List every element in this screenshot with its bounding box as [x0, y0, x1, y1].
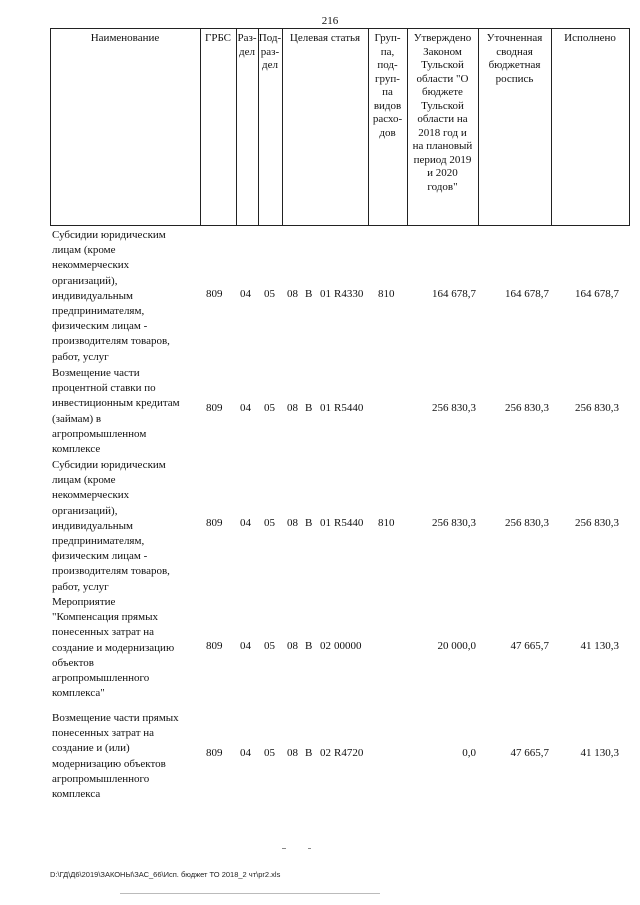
target-part-2: В [305, 640, 313, 652]
refined-cell: 47 665,7 [510, 640, 549, 652]
target-part-3: 02 [320, 747, 331, 759]
approved-cell: 164 678,7 [432, 288, 476, 300]
podrazdel-cell: 05 [264, 402, 275, 414]
target-part-2: В [305, 517, 313, 529]
target-part-4: R4330 [334, 288, 364, 300]
header-refined: Уточненная сводная бюджетная роспись [486, 32, 543, 85]
target-part-3: 02 [320, 640, 331, 652]
grbs-cell: 809 [206, 517, 223, 529]
target-part-3: 01 [320, 288, 331, 300]
scan-mark [308, 848, 311, 849]
target-part-1: 08 [287, 288, 298, 300]
razdel-cell: 04 [240, 640, 251, 652]
row-name: Мероприятие "Компенсация прямых понесенных затрат на создание и модернизацию объектов агропромышленного комплекса" [52, 596, 175, 700]
refined-cell: 256 830,3 [505, 517, 549, 529]
target-part-1: 08 [287, 640, 298, 652]
podrazdel-cell: 05 [264, 517, 275, 529]
target-part-4: R5440 [334, 402, 364, 414]
refined-cell: 164 678,7 [505, 288, 549, 300]
executed-cell: 164 678,7 [575, 288, 619, 300]
refined-cell: 47 665,7 [510, 747, 549, 759]
approved-cell: 256 830,3 [432, 517, 476, 529]
header-name: Наименование [90, 32, 160, 44]
target-part-1: 08 [287, 747, 298, 759]
approved-cell: 0,0 [462, 747, 476, 759]
column-divider [50, 28, 51, 225]
target-part-1: 08 [287, 517, 298, 529]
header-podrazdel: Под- раз- дел [258, 32, 282, 71]
target-part-3: 01 [320, 517, 331, 529]
razdel-cell: 04 [240, 517, 251, 529]
target-part-3: 01 [320, 402, 331, 414]
executed-cell: 256 830,3 [575, 517, 619, 529]
target-part-4: R4720 [334, 747, 364, 759]
scan-mark [282, 848, 286, 849]
refined-cell: 256 830,3 [505, 402, 549, 414]
podrazdel-cell: 05 [264, 747, 275, 759]
approved-cell: 256 830,3 [432, 402, 476, 414]
header-expense-group: Груп- па, под- груп- па видов расхо- дов [372, 32, 403, 139]
target-part-2: В [305, 402, 313, 414]
column-divider [282, 28, 283, 225]
target-part-1: 08 [287, 402, 298, 414]
column-divider [629, 28, 630, 225]
row-name: Субсидии юридическим лицам (кроме некоммерческих организаций), индивидуальным предпринимателям, физическим лицам - производителям товаров, работ, услуг [52, 459, 170, 593]
grbs-cell: 809 [206, 747, 223, 759]
razdel-cell: 04 [240, 402, 251, 414]
razdel-cell: 04 [240, 747, 251, 759]
executed-cell: 256 830,3 [575, 402, 619, 414]
column-divider [200, 28, 201, 225]
header-razdel: Раз- дел [237, 32, 257, 58]
razdel-cell: 04 [240, 288, 251, 300]
header-grbs: ГРБС [204, 32, 232, 44]
file-path-footer: D:\ГД\Д6\2019\ЗАКОНЫ\ЗАС_66\Исп. бюджет ТО 2018_2 чт\pr2.xls [50, 870, 281, 879]
page-number: 216 [321, 15, 339, 27]
target-part-2: В [305, 747, 313, 759]
column-divider [551, 28, 552, 225]
header-executed: Исполнено [564, 32, 616, 44]
scan-mark [120, 893, 380, 894]
row-name: Возмещение части прямых понесенных затрат на создание и (или) модернизацию объектов агропромышленного комплекса [52, 712, 179, 801]
grbs-cell: 809 [206, 288, 223, 300]
group-cell: 810 [378, 288, 395, 300]
target-part-4: R5440 [334, 517, 364, 529]
executed-cell: 41 130,3 [580, 747, 619, 759]
podrazdel-cell: 05 [264, 288, 275, 300]
header-bottom-rule [50, 225, 630, 226]
row-name: Возмещение части процентной ставки по инвестиционным кредитам (займам) в агропромышленном комплексе [52, 367, 180, 456]
grbs-cell: 809 [206, 402, 223, 414]
grbs-cell: 809 [206, 640, 223, 652]
approved-cell: 20 000,0 [437, 640, 476, 652]
group-cell: 810 [378, 517, 395, 529]
header-top-rule [50, 28, 630, 29]
target-part-2: В [305, 288, 313, 300]
row-name: Субсидии юридическим лицам (кроме некоммерческих организаций), индивидуальным предпринимателям, физическим лицам - производителям товаров, работ, услуг [52, 229, 170, 363]
header-approved: Утверждено Законом Тульской области "О бюджете Тульской области на 2018 год и на плановый период 2019 и 2020 годов" [412, 32, 473, 193]
podrazdel-cell: 05 [264, 640, 275, 652]
executed-cell: 41 130,3 [580, 640, 619, 652]
header-target-article: Целевая статья [289, 32, 361, 44]
target-part-4: 00000 [334, 640, 362, 652]
